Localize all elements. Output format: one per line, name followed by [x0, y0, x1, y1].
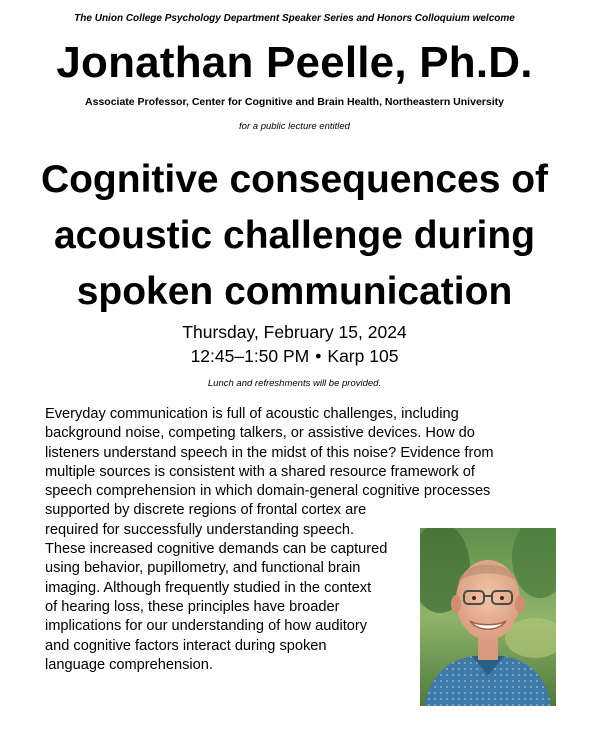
abstract-line: imaging. Although frequently studied in the context: [45, 579, 372, 596]
abstract-line: supported by discrete regions of frontal cortex are: [45, 502, 367, 519]
event-location: Karp 105: [327, 346, 399, 366]
abstract-line: background noise, competing talkers, or assistive devices. How do: [45, 425, 475, 442]
abstract-line: using behavior, pupillometry, and functional brain: [45, 560, 361, 577]
abstract-line: language comprehension.: [45, 656, 213, 673]
event-time-location: [0, 344, 589, 368]
lecture-title-line-1: Cognitive consequences of: [40, 158, 549, 201]
abstract-line: implications for our understanding of how auditory: [45, 618, 368, 635]
event-date: Thursday, February 15, 2024: [182, 322, 407, 342]
lecture-title: [0, 152, 589, 320]
abstract-line: and cognitive factors interact during spoken: [45, 637, 327, 654]
abstract-line: required for successfully understanding speech.: [45, 521, 355, 538]
event-time: 12:45–1:50 PM: [190, 346, 310, 366]
lecture-title-line-2: acoustic challenge during: [53, 214, 536, 257]
lecture-title-line-3: spoken communication: [76, 270, 513, 313]
abstract-line: of hearing loss, these principles have broader: [45, 598, 340, 615]
abstract-line: multiple sources is consistent with a shared resource framework of: [45, 463, 475, 480]
refreshments-note: Lunch and refreshments will be provided.: [207, 378, 382, 389]
speaker-position: Associate Professor, Center for Cognitive and Brain Health, Northeastern University: [85, 96, 504, 108]
speaker-name: Jonathan Peelle, Ph.D.: [56, 38, 533, 87]
intro-text: The Union College Psychology Department Speaker Series and Honors Colloquium welcome: [74, 13, 515, 24]
abstract-line: speech comprehension in which domain-general cognitive processes: [45, 483, 491, 500]
lecture-note: for a public lecture entitled: [239, 121, 350, 132]
abstract-line: listeners understand speech in the midst of this noise? Evidence from: [45, 444, 494, 461]
speaker-photo: [420, 528, 556, 706]
separator-bullet: •: [315, 346, 322, 366]
abstract-line: These increased cognitive demands can be captured: [45, 541, 388, 558]
abstract-line: Everyday communication is full of acoustic challenges, including: [45, 406, 459, 422]
